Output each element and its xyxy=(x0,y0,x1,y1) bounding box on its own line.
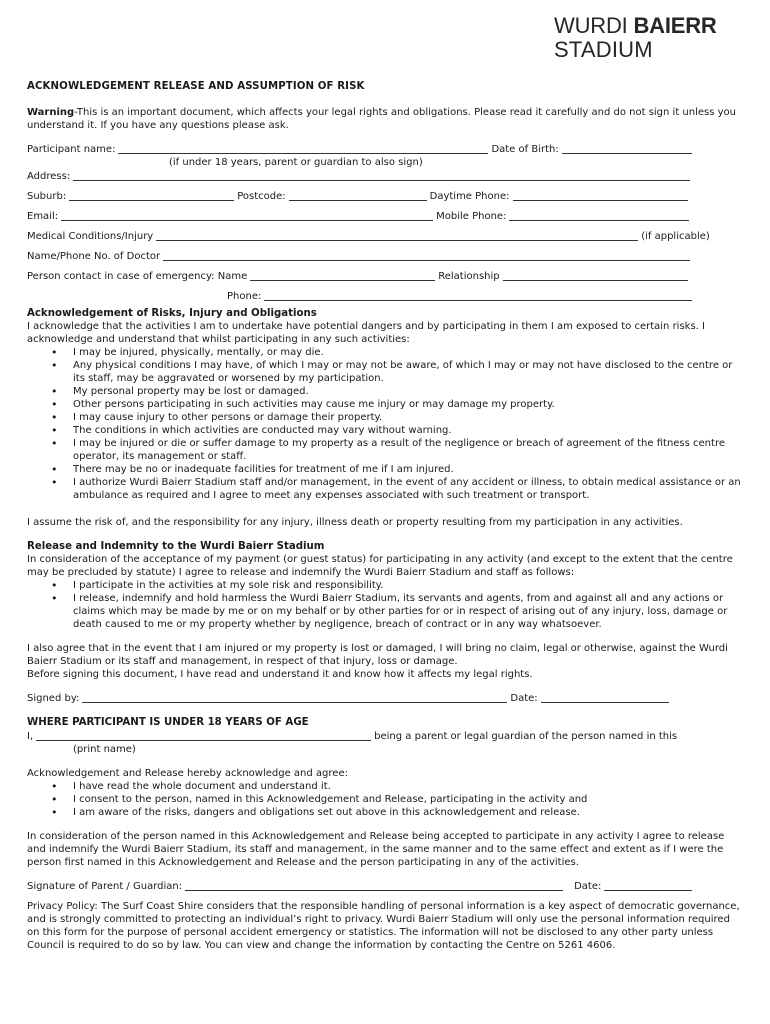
address-row xyxy=(27,169,745,183)
list-item: • I release, indemnify and hold harmless the Wurdi Baierr Stadium, its servants and agents, from and against all and any actions or claims which may be made by me or on my behalf or by other parties for or in respect of arising out of any injury, loss, damage or death caused to me or my property whether by negligence, breach of contract or in any way whatsoever. xyxy=(73,592,745,631)
guardian-signature-label: Signature of Parent / Guardian: xyxy=(27,881,183,892)
list-item: • The conditions in which activities are conducted may vary without warning. xyxy=(73,424,745,437)
mobile-phone-label: Mobile Phone: xyxy=(436,211,507,222)
list-item: • I may be injured or die or suffer damage to my property as a result of the negligence or breach of agreement of the fitness centre operator, its management or staff. xyxy=(73,437,745,463)
list-item: • I am aware of the risks, dangers and obligations set out above in this acknowledgement and release. xyxy=(73,806,745,819)
signed-by-row xyxy=(27,681,745,705)
guardian-date-label: Date: xyxy=(574,881,602,892)
risks-heading: Acknowledgement of Risks, Injury and Obligations xyxy=(27,308,317,319)
daytime-phone-label: Daytime Phone: xyxy=(429,191,510,202)
guardian-consideration-paragraph: In consideration of the person named in this Acknowledgement and Release being accepted to participate in any activity I agree to release and indemnify the Wurdi Baierr Stadium, its staff and management, in the same manner and to the same effect and extent as if I were the person first named in this Acknowledgement and Release and the person participating in any of the activities. xyxy=(27,831,725,868)
logo-text-wurdi: WURDI xyxy=(554,13,634,38)
privacy-policy-paragraph: Privacy Policy: The Surf Coast Shire considers that the responsible handling of personal information is a key aspect of democratic governance, and is strongly committed to protecting an individual’s right to privacy. Wurdi Baierr Stadium will only use the personal information required on this form for the purpose of personal accident emergency or statistics. The information will not be disclosed to any other party unless Council is required to do so by law. You can view and change the information by contacting the Centre on 5261 4606. xyxy=(27,901,740,951)
daytime-phone-field[interactable] xyxy=(513,190,688,201)
under18-heading: WHERE PARTICIPANT IS UNDER 18 YEARS OF AGE xyxy=(27,717,309,728)
emergency-phone-row xyxy=(27,283,745,303)
signed-date-label: Date: xyxy=(510,693,538,704)
email-row xyxy=(27,203,745,223)
guardian-date-field[interactable] xyxy=(604,880,692,891)
guardian-signature-row xyxy=(27,869,745,893)
if-applicable-label: (if applicable) xyxy=(641,231,710,242)
guardian-list xyxy=(27,780,745,819)
before-signing-paragraph: Before signing this document, I have read and understand it and know how it affects my legal rights. xyxy=(27,669,533,680)
list-item: • Any physical conditions I may have, of which I may or may not be aware, of which I may or may not have disclosed to the centre or its staff, may be aggravated or worsened by my participation. xyxy=(73,359,745,385)
address-field[interactable] xyxy=(73,170,690,181)
participant-name-field[interactable] xyxy=(118,143,488,154)
participant-name-row xyxy=(27,136,745,156)
list-item: • There may be no or inadequate facilities for treatment of me if I am injured. xyxy=(73,463,745,476)
participant-name-label: Participant name: xyxy=(27,144,116,155)
list-item: • My personal property may be lost or damaged. xyxy=(73,385,745,398)
suburb-row xyxy=(27,183,745,203)
list-item: • I may be injured, physically, mentally, or may die. xyxy=(73,346,745,359)
relationship-field[interactable] xyxy=(503,270,688,281)
doctor-label: Name/Phone No. of Doctor xyxy=(27,251,161,262)
email-label: Email: xyxy=(27,211,59,222)
doctor-field[interactable] xyxy=(163,250,690,261)
risks-list xyxy=(27,346,745,502)
print-name-label: (print name) xyxy=(73,744,136,755)
risks-intro: I acknowledge that the activities I am to undertake have potential dangers and by participating in them I am exposed to certain risks. I acknowledge and understand that whilst participating in any such activities: xyxy=(27,321,705,345)
warning-text: -This is an important document, which affects your legal rights and obligations. Please read it carefully and do not sign it unless you understand it. If you have any questions please ask. xyxy=(27,107,736,131)
medical-label: Medical Conditions/Injury xyxy=(27,231,154,242)
list-item: • I authorize Wurdi Baierr Stadium staff and/or management, in the event of any accident or illness, to obtain medical assistance or an ambulance as required and I agree to meet any expenses associated with such treatment or transport. xyxy=(73,476,745,502)
no-claim-paragraph: I also agree that in the event that I am injured or my property is lost or damaged, I will bring no claim, legal or otherwise, against the Wurdi Baierr Stadium or its staff and management, in respect of that injury, loss or damage. xyxy=(27,643,728,667)
emergency-phone-label: Phone: xyxy=(227,291,262,302)
list-item: • I may cause injury to other persons or damage their property. xyxy=(73,411,745,424)
guardian-being-text: being a parent or legal guardian of the person named in this xyxy=(374,731,678,742)
emergency-row xyxy=(27,263,745,283)
guardian-signature-field[interactable] xyxy=(185,880,563,891)
guardian-intro: Acknowledgement and Release hereby acknowledge and agree: xyxy=(27,768,348,779)
list-item: • I have read the whole document and understand it. xyxy=(73,780,745,793)
medical-row xyxy=(27,223,745,243)
under18-note: (if under 18 years, parent or guardian to also sign) xyxy=(169,157,423,168)
suburb-field[interactable] xyxy=(69,190,234,201)
relationship-label: Relationship xyxy=(438,271,500,282)
doctor-row xyxy=(27,243,745,263)
guardian-name-row xyxy=(27,729,745,743)
stadium-logo xyxy=(554,14,744,62)
release-intro: In consideration of the acceptance of my payment (or guest status) for participating in any activity (and except to the extent that the centre may be precluded by statute) I agree to release and indemnify the Wurdi Baierr Stadium and staff as follows: xyxy=(27,554,733,578)
release-heading: Release and Indemnity to the Wurdi Baierr Stadium xyxy=(27,541,325,552)
emergency-phone-field[interactable] xyxy=(264,290,692,301)
email-field[interactable] xyxy=(61,210,433,221)
form-title: ACKNOWLEDGEMENT RELEASE AND ASSUMPTION OF RISK xyxy=(27,81,365,92)
warning-paragraph xyxy=(27,106,745,132)
signed-date-field[interactable] xyxy=(541,692,669,703)
signed-by-label: Signed by: xyxy=(27,693,80,704)
emergency-name-field[interactable] xyxy=(250,270,435,281)
address-label: Address: xyxy=(27,171,71,182)
guardian-name-field[interactable] xyxy=(36,730,371,741)
guardian-i-label: I, xyxy=(27,731,34,742)
mobile-phone-field[interactable] xyxy=(509,210,689,221)
dob-label: Date of Birth: xyxy=(491,144,559,155)
emergency-name-label: Person contact in case of emergency: Name xyxy=(27,271,248,282)
logo-text-stadium: STADIUM xyxy=(554,37,653,62)
warning-label: Warning xyxy=(27,107,75,118)
postcode-field[interactable] xyxy=(289,190,427,201)
medical-field[interactable] xyxy=(156,230,638,241)
list-item: • I consent to the person, named in this Acknowledgement and Release, participating in the activity and xyxy=(73,793,745,806)
list-item: • I participate in the activities at my sole risk and responsibility. xyxy=(73,579,745,592)
list-item: • Other persons participating in such activities may cause me injury or may damage my property. xyxy=(73,398,745,411)
suburb-label: Suburb: xyxy=(27,191,67,202)
signed-by-field[interactable] xyxy=(82,692,507,703)
postcode-label: Postcode: xyxy=(237,191,286,202)
logo-text-baierr: BAIERR xyxy=(633,13,717,38)
release-form xyxy=(27,80,745,952)
release-list xyxy=(27,579,745,631)
assume-risk-paragraph: I assume the risk of, and the responsibility for any injury, illness death or property resulting from my participation in any activities. xyxy=(27,517,683,528)
dob-field[interactable] xyxy=(562,143,692,154)
